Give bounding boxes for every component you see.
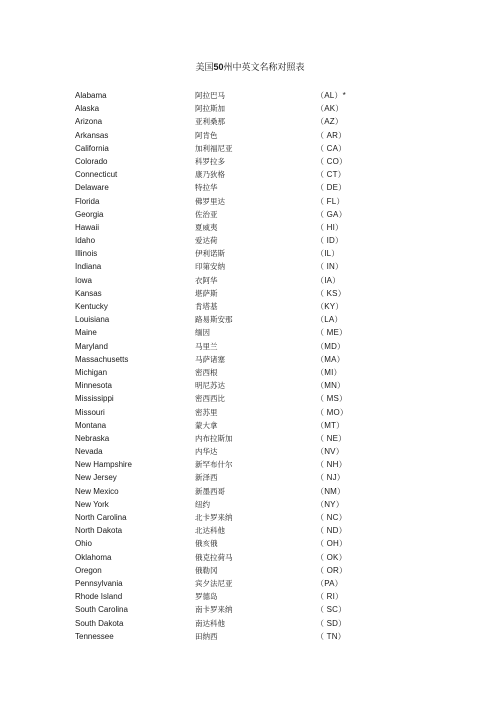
state-name-en: New Jersey: [75, 473, 117, 483]
state-name-zh: 宾夕法尼亚: [195, 578, 233, 588]
state-name-zh: 阿拉巴马: [195, 91, 225, 100]
table-row: [0, 274, 500, 287]
table-row: [0, 577, 500, 590]
state-abbreviation: （ CT）: [316, 170, 346, 180]
state-name-en: New York: [75, 499, 109, 509]
table-row: [0, 445, 500, 458]
state-name-zh: 加利福尼亚: [195, 143, 233, 153]
state-abbreviation: （MT）: [316, 420, 345, 430]
state-name-zh: 阿肯色: [195, 130, 218, 140]
state-abbreviation: （KY）: [316, 302, 344, 311]
state-abbreviation: （ ND）: [316, 526, 347, 536]
state-name-en: Tennessee: [75, 631, 114, 641]
state-name-en: North Carolina: [75, 513, 127, 522]
state-name-zh: 新罕布什尔: [195, 460, 233, 470]
state-abbreviation: （AL）*: [316, 91, 346, 100]
state-name-en: Colorado: [75, 156, 108, 166]
table-row: [0, 564, 500, 577]
state-name-en: South Dakota: [75, 618, 124, 628]
table-row: [0, 485, 500, 498]
state-name-en: Nevada: [75, 447, 103, 457]
state-abbreviation: （ KS）: [316, 288, 346, 298]
table-row: [0, 471, 500, 484]
state-abbreviation: （ CA）: [316, 143, 347, 153]
state-abbreviation: （NY）: [316, 499, 344, 509]
state-name-zh: 内华达: [195, 447, 218, 457]
table-row: [0, 89, 500, 102]
title-suffix: 州中英文名称对照表: [223, 63, 305, 73]
table-row: [0, 221, 500, 234]
state-abbreviation: （ ID）: [316, 236, 344, 246]
state-name-zh: 俄勒冈: [195, 565, 218, 575]
state-name-zh: 夏威夷: [195, 222, 218, 232]
state-abbreviation: （PA）: [316, 578, 343, 588]
state-name-en: Kansas: [75, 288, 102, 298]
table-row: [0, 353, 500, 366]
table-row: [0, 392, 500, 405]
state-abbreviation: （ ME）: [316, 328, 348, 338]
state-name-en: Georgia: [75, 209, 104, 219]
state-abbreviation: （MD）: [316, 341, 346, 351]
state-name-en: Pennsylvania: [75, 578, 123, 588]
state-abbreviation: （LA）: [316, 315, 343, 325]
state-name-en: Delaware: [75, 183, 109, 193]
state-abbreviation: （ OH）: [316, 539, 348, 549]
state-name-en: New Hampshire: [75, 460, 132, 470]
state-name-zh: 佛罗里达: [195, 196, 225, 206]
state-abbreviation: （ OK）: [316, 552, 347, 562]
state-name-en: Hawaii: [75, 222, 100, 232]
state-name-zh: 北达科他: [195, 526, 225, 536]
state-name-en: Indiana: [75, 262, 102, 272]
table-row: [0, 168, 500, 181]
table-row: [0, 498, 500, 511]
state-abbreviation: （ FL）: [316, 196, 345, 206]
table-row: [0, 524, 500, 537]
table-row: [0, 195, 500, 208]
table-row: [0, 234, 500, 247]
state-name-en: Missouri: [75, 407, 105, 417]
state-abbreviation: （ RI）: [316, 592, 344, 602]
state-abbreviation: （AZ）: [316, 117, 344, 127]
state-name-en: Arkansas: [75, 130, 109, 140]
state-abbreviation: （ SD）: [316, 618, 347, 628]
state-name-zh: 纽约: [195, 499, 210, 509]
state-abbreviation: （AK）: [316, 104, 344, 114]
state-name-en: Louisiana: [75, 315, 110, 325]
table-row: [0, 155, 500, 168]
state-abbreviation: （ NJ）: [316, 473, 345, 483]
state-name-zh: 北卡罗来纳: [195, 513, 233, 522]
state-name-en: Michigan: [75, 367, 108, 377]
state-name-zh: 密西根: [195, 367, 218, 377]
state-name-zh: 路易斯安那: [195, 315, 233, 325]
state-name-en: Arizona: [75, 117, 103, 127]
state-abbreviation: （ TN）: [316, 631, 346, 641]
state-name-zh: 新泽西: [195, 473, 218, 483]
table-row: [0, 326, 500, 339]
state-name-zh: 新墨西哥: [195, 486, 225, 496]
state-abbreviation: （ OR）: [316, 565, 348, 575]
state-name-zh: 爱达荷: [195, 236, 218, 246]
state-name-en: Maine: [75, 328, 97, 338]
state-name-zh: 马萨诸塞: [195, 354, 225, 364]
state-name-zh: 俄亥俄: [195, 539, 218, 549]
state-abbreviation: （MI）: [316, 367, 342, 377]
table-row: [0, 590, 500, 603]
state-name-zh: 罗德岛: [195, 592, 218, 602]
state-name-en: Connecticut: [75, 170, 118, 180]
state-name-en: Illinois: [75, 249, 98, 259]
state-name-zh: 南达科他: [195, 618, 225, 628]
table-row: [0, 287, 500, 300]
state-name-zh: 科罗拉多: [195, 156, 225, 166]
state-name-en: Mississippi: [75, 394, 114, 404]
table-row: [0, 419, 500, 432]
state-name-en: Alaska: [75, 104, 100, 114]
state-name-en: North Dakota: [75, 526, 123, 536]
state-name-zh: 伊利诺斯: [195, 249, 225, 259]
state-name-en: South Carolina: [75, 605, 128, 615]
state-name-zh: 田纳西: [195, 631, 218, 641]
title-number: 50: [213, 62, 224, 72]
state-name-zh: 密苏里: [195, 407, 218, 417]
state-abbreviation: （ CO）: [316, 156, 348, 166]
state-abbreviation: （MA）: [316, 354, 345, 364]
state-name-en: Ohio: [75, 539, 92, 549]
state-name-zh: 南卡罗来纳: [195, 605, 233, 615]
state-name-zh: 明尼苏达: [195, 381, 225, 391]
state-name-zh: 肯塔基: [195, 302, 218, 311]
table-row: [0, 458, 500, 471]
state-name-en: Kentucky: [75, 302, 108, 311]
state-name-zh: 马里兰: [195, 341, 218, 351]
table-row: [0, 511, 500, 524]
table-row: [0, 142, 500, 155]
state-name-zh: 堪萨斯: [195, 288, 218, 298]
state-name-en: Idaho: [75, 236, 96, 246]
state-name-zh: 缅因: [195, 328, 210, 338]
state-name-en: Oregon: [75, 565, 102, 575]
state-abbreviation: （ SC）: [316, 605, 347, 615]
table-row: [0, 313, 500, 326]
state-name-zh: 蒙大拿: [195, 420, 218, 430]
table-row: [0, 432, 500, 445]
state-abbreviation: （IL）: [316, 249, 340, 259]
state-name-en: Oklahoma: [75, 552, 112, 562]
table-row: [0, 630, 500, 643]
table-row: [0, 181, 500, 194]
state-abbreviation: （ NH）: [316, 460, 347, 470]
state-abbreviation: （ DE）: [316, 183, 347, 193]
state-name-zh: 密西西比: [195, 394, 225, 404]
state-name-en: Rhode Island: [75, 592, 123, 602]
state-name-en: Montana: [75, 420, 107, 430]
state-abbreviation: （ GA）: [316, 209, 347, 219]
state-name-en: Massachusetts: [75, 354, 129, 364]
state-abbreviation: （ HI）: [316, 222, 344, 232]
state-abbreviation: （NV）: [316, 447, 344, 457]
states-table: [0, 89, 500, 643]
table-row: [0, 406, 500, 419]
table-row: [0, 617, 500, 630]
state-name-en: Nebraska: [75, 433, 110, 443]
state-name-zh: 阿拉斯加: [195, 104, 225, 114]
table-row: [0, 129, 500, 142]
table-row: [0, 102, 500, 115]
state-abbreviation: （ IN）: [316, 262, 344, 272]
state-name-zh: 印第安纳: [195, 262, 225, 272]
state-name-en: New Mexico: [75, 486, 119, 496]
state-name-en: Iowa: [75, 275, 92, 285]
table-row: [0, 247, 500, 260]
state-abbreviation: （ MO）: [316, 407, 349, 417]
state-name-zh: 衣阿华: [195, 275, 218, 285]
table-row: [0, 379, 500, 392]
table-row: [0, 537, 500, 550]
state-name-en: California: [75, 143, 109, 153]
state-name-zh: 特拉华: [195, 183, 218, 193]
state-name-en: Alabama: [75, 91, 107, 100]
state-name-zh: 康乃狄格: [195, 170, 225, 180]
state-abbreviation: （ AR）: [316, 130, 347, 140]
title-prefix: 美国: [195, 63, 214, 73]
state-name-en: Minnesota: [75, 381, 112, 391]
table-row: [0, 366, 500, 379]
state-name-en: Maryland: [75, 341, 108, 351]
table-row: [0, 551, 500, 564]
table-row: [0, 260, 500, 273]
table-row: [0, 208, 500, 221]
state-abbreviation: （NM）: [316, 486, 346, 496]
state-abbreviation: （ NC）: [316, 513, 347, 522]
state-name-en: Florida: [75, 196, 100, 206]
state-abbreviation: （MN）: [316, 381, 346, 391]
table-row: [0, 115, 500, 128]
state-abbreviation: （ NE）: [316, 433, 347, 443]
table-row: [0, 300, 500, 313]
state-abbreviation: （IA）: [316, 275, 341, 285]
state-name-zh: 佐治亚: [195, 209, 218, 219]
page-title: [0, 60, 500, 73]
state-abbreviation: （ MS）: [316, 394, 348, 404]
table-row: [0, 340, 500, 353]
state-name-zh: 亚利桑那: [195, 117, 225, 127]
table-row: [0, 603, 500, 616]
state-name-zh: 内布拉斯加: [195, 433, 233, 443]
state-name-zh: 俄克拉荷马: [195, 552, 233, 562]
